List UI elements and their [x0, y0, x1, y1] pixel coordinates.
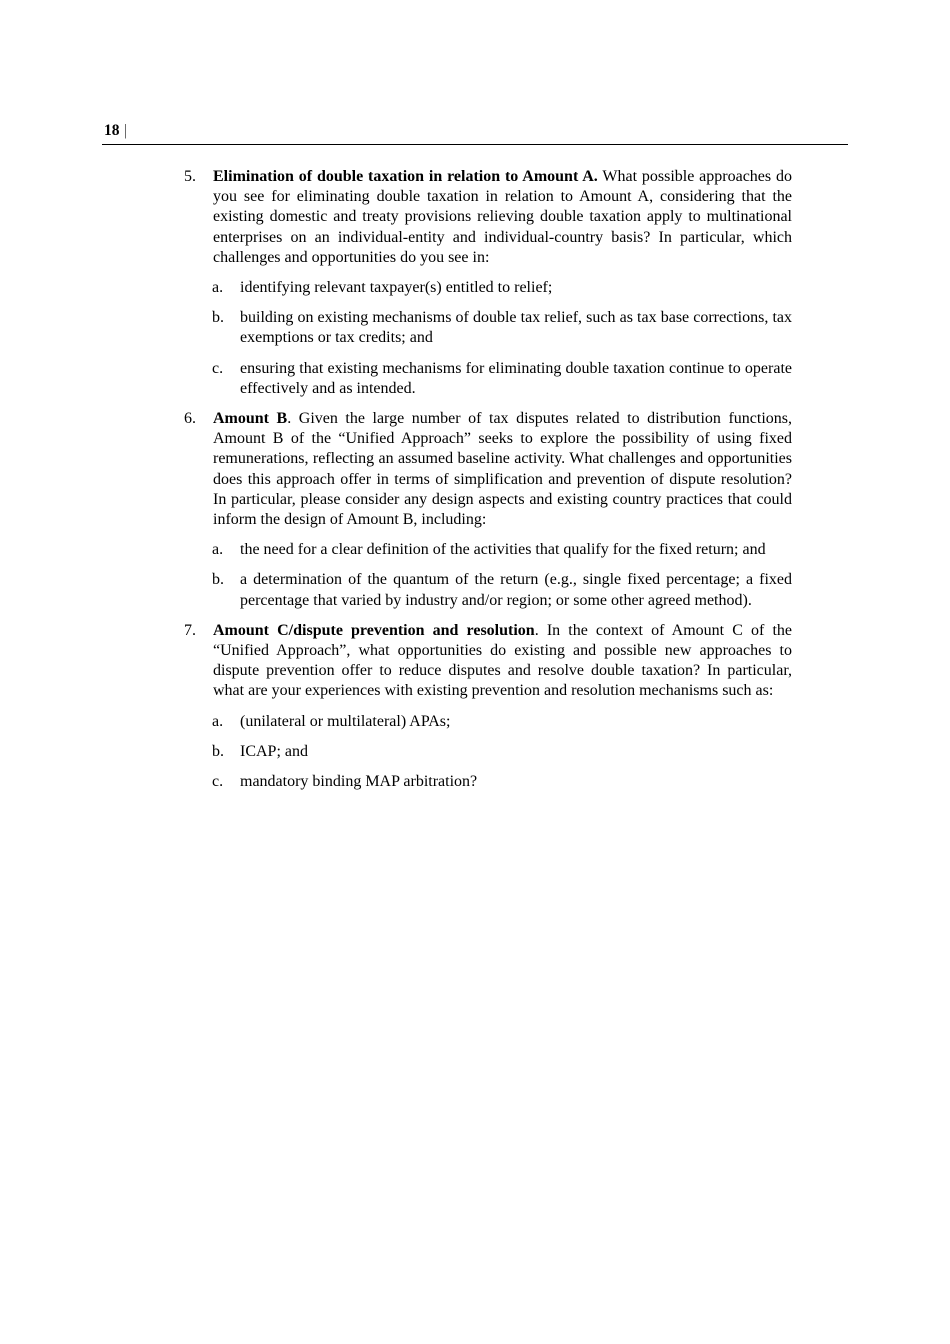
page-header	[102, 122, 848, 145]
list-item-text: (unilateral or multilateral) APAs;	[240, 712, 451, 730]
question-text: What possible approaches do you see for eliminating double taxation in relation to Amount A, considering that the existing domestic and treaty provisions relieving double taxation apply to multinational enterprises on an individual-entity and individual-country basis? In particular, which challenges and opportunities do you see in:	[213, 168, 792, 266]
question-6	[182, 409, 792, 530]
list-item-letter: c.	[212, 359, 224, 377]
question-title: Elimination of double taxation in relation to Amount A.	[213, 168, 598, 185]
question-7	[182, 621, 792, 702]
question-text: . Given the large number of tax disputes related to distribution functions, Amount B of the “Unified Approach” seeks to explore the possibility of using fixed remunerations, reflecting an assumed baseline activity. What challenges and opportunities does this approach offer in terms of simplification and prevention of dispute resolution? In particular, please consider any design aspects and existing country practices that could inform the design of Amount B, including:	[213, 410, 793, 529]
list-item	[182, 540, 792, 560]
page-number: 18	[104, 122, 120, 139]
list-item-text: mandatory binding MAP arbitration?	[240, 773, 478, 791]
list-item-text: ICAP; and	[240, 742, 308, 760]
question-text: . In the context of Amount C of the “Unified Approach”, what opportunities do existing and possible new approaches to dispute prevention offer to reduce disputes and resolve double taxation? In particular, what are your experiences with existing prevention and resolution mechanisms such as:	[213, 621, 793, 700]
question-5	[182, 167, 792, 268]
list-item-text: identifying relevant taxpayer(s) entitled to relief;	[240, 279, 553, 297]
question-number: 5.	[184, 168, 196, 185]
question-number: 7.	[184, 621, 196, 639]
question-title: Amount B	[213, 410, 288, 428]
list-item	[182, 772, 792, 792]
document-body	[182, 167, 792, 802]
list-item-letter: b.	[212, 742, 224, 760]
question-number: 6.	[184, 410, 196, 428]
list-item	[182, 278, 792, 298]
list-item-text: building on existing mechanisms of double tax relief, such as tax base corrections, tax exemptions or tax credits; and	[240, 309, 792, 347]
list-item-letter: b.	[212, 571, 224, 589]
list-item	[182, 570, 792, 610]
list-item	[182, 742, 792, 762]
list-item	[182, 712, 792, 732]
list-item-text: ensuring that existing mechanisms for eliminating double taxation continue to operate effectively and as intended.	[240, 359, 792, 397]
list-item-letter: c.	[212, 773, 224, 791]
list-item-letter: b.	[212, 309, 224, 327]
list-item-letter: a.	[212, 712, 224, 730]
list-item-letter: a.	[212, 279, 224, 297]
list-item-text: a determination of the quantum of the return (e.g., single fixed percentage; a fixed percentage that varied by industry and/or region; or some other agreed method).	[240, 571, 792, 609]
list-item	[182, 359, 792, 399]
list-item-text: the need for a clear definition of the activities that qualify for the fixed return; and	[240, 541, 766, 559]
list-item	[182, 308, 792, 348]
list-item-letter: a.	[212, 541, 224, 559]
header-separator: |	[124, 122, 128, 139]
question-title: Amount C/dispute prevention and resolution	[213, 621, 535, 639]
